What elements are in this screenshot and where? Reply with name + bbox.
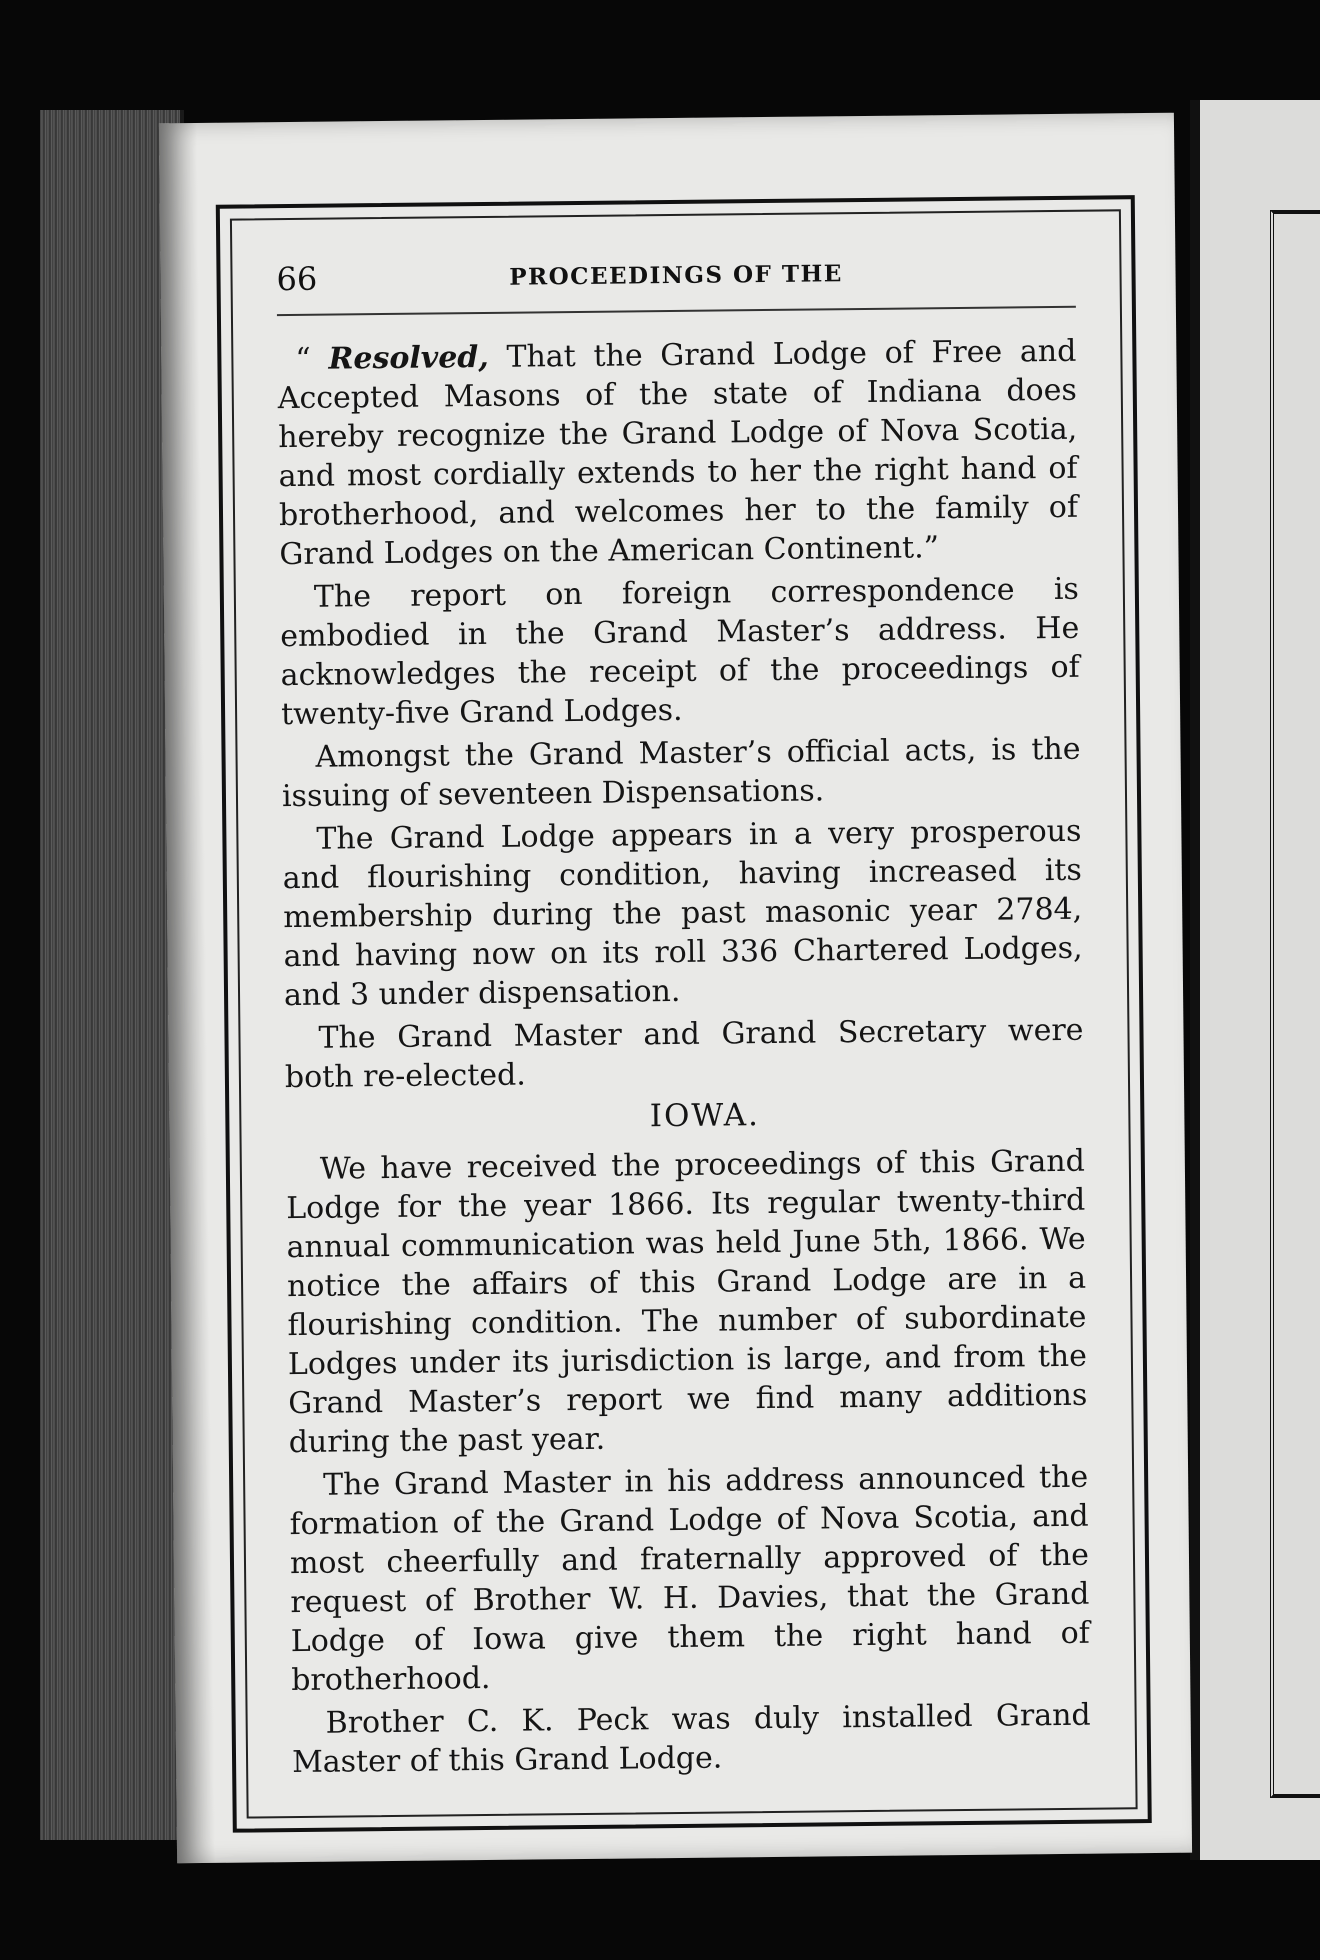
page-border-outer [216,195,1152,1833]
page-body [277,332,1091,1786]
paragraph-prosperous-condition: The Grand Lodge appears in a very prosperous and flourishing condition, having increased its membership during the past masonic year 2784, and having now on its roll 336 Chartered Lodges, and 3 under dispensation. [282,813,1083,1014]
page-border-inner [230,209,1138,1818]
adjacent-page-frame [1270,210,1320,1798]
paragraph-foreign-correspondence: The report on foreign correspondence is embodied in the Grand Master’s address. He acknowledges the receipt of the proceedings of twenty-five Grand Lodges. [280,571,1080,733]
paragraph-reelected: The Grand Master and Grand Secretary were both re-elected. [284,1012,1084,1096]
page-header [276,252,1076,316]
resolved-lead: Resolved, [328,339,489,377]
section-heading-iowa: IOWA. [649,1097,761,1135]
paragraph-iowa-installed: Brother C. K. Peck was duly installed Grand Master of this Grand Lodge. [291,1697,1091,1781]
resolution-paragraph [277,332,1078,574]
resolution-text: That the Grand Lodge of Free and Accepted Masons of the state of Indiana does hereby recognize the Grand Lodge of Nova Scotia, and most cordially extends to her the right hand of brotherhood, and welcomes her to the family of Grand Lodges on the American Continent.” [277,333,1079,573]
paragraph-official-acts: Amongst the Grand Master’s official acts, is the issuing of seventeen Dispensations. [281,731,1081,815]
open-quote: “ [295,341,329,377]
page-number: 66 [276,259,318,299]
paragraph-iowa-address: The Grand Master in his address announced the formation of the Grand Lodge of Nova Scotia, and most cheerfully and fraternally approved of the request of Brother W. H. Davies, that the Grand Lodge of Iowa give them the right hand of brotherhood. [289,1459,1090,1699]
book-page [159,113,1192,1864]
paragraph-iowa-proceedings: We have received the proceedings of this Grand Lodge for the year 1866. Its regular twenty-third annual communication was held June 5th, 1866. We notice the affairs of this Grand Lodge are in a flourishing condition. The number of subordinate Lodges under its jurisdiction is large, and from the Grand Master’s report we find many additions during the past year. [286,1143,1088,1461]
running-title: PROCEEDINGS OF THE [509,260,843,291]
